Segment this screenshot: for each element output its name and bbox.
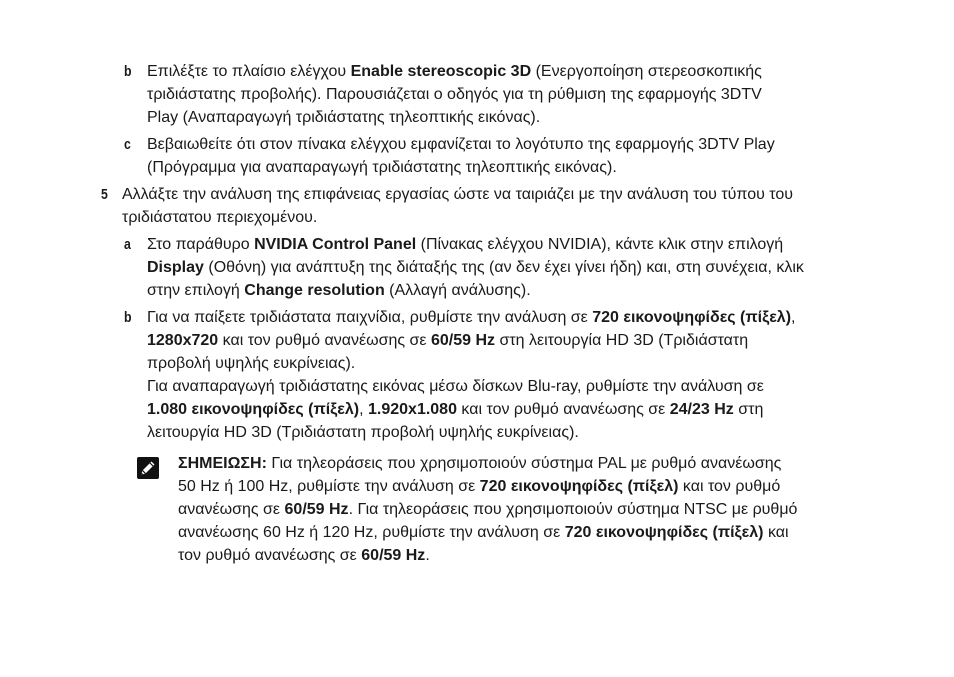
note-line: τον ρυθμό ανανέωσης σε 60/59 Hz.: [178, 547, 430, 564]
step-4b-line: Play (Αναπαραγωγή τριδιάστατης τηλεοπτικής εικόνας).: [147, 109, 541, 126]
note-line: 50 Hz ή 100 Hz, ρυθμίστε την ανάλυση σε 720 εικονοψηφίδες (πίξελ) και τον ρυθμό: [178, 478, 781, 495]
note-line: ανανέωσης σε 60/59 Hz. Για τηλεοράσεις που χρησιμοποιούν σύστημα NTSC με ρυθμό: [178, 501, 798, 518]
step-4c-marker: c: [124, 136, 131, 153]
step-5b-line: 1280x720 και τον ρυθμό ανανέωσης σε 60/59 Hz στη λειτουργία HD 3D (Τριδιάστατη: [147, 332, 749, 349]
step-5b-line: προβολή υψηλής ευκρίνειας).: [147, 355, 356, 372]
step-5-marker: 5: [101, 186, 108, 203]
step-5-line: τριδιάστατου περιεχομένου.: [122, 209, 318, 226]
step-5b-line: Για να παίξετε τριδιάστατα παιχνίδια, ρυθμίστε την ανάλυση σε 720 εικονοψηφίδες (πίξελ),: [147, 309, 796, 326]
step-5a-line: Στο παράθυρο NVIDIA Control Panel (Πίνακας ελέγχου NVIDIA), κάντε κλικ στην επιλογή: [147, 236, 784, 253]
step-5a-line: στην επιλογή Change resolution (Αλλαγή ανάλυσης).: [147, 282, 531, 299]
step-5b-marker: b: [124, 309, 132, 326]
step-4b-line: Επιλέξτε το πλαίσιο ελέγχου Enable stereoscopic 3D (Ενεργοποίηση στερεοσκοπικής: [147, 63, 762, 80]
step-5a-line: Display (Οθόνη) για ανάπτυξη της διάταξής της (αν δεν έχει γίνει ήδη) και, στη συνέχεια, κλικ: [147, 259, 804, 276]
pencil-note-icon: [137, 457, 159, 479]
step-4b-marker: b: [124, 63, 132, 80]
note-line: ΣΗΜΕΙΩΣΗ: Για τηλεοράσεις που χρησιμοποιούν σύστημα PAL με ρυθμό ανανέωσης: [178, 455, 782, 472]
step-5a-marker: a: [124, 236, 131, 253]
step-4b-line: τριδιάστατης προβολής). Παρουσιάζεται ο οδηγός για τη ρύθμιση της εφαρμογής 3DTV: [147, 86, 762, 103]
step-5b-line: Για αναπαραγωγή τριδιάστατης εικόνας μέσω δίσκων Blu-ray, ρυθμίστε την ανάλυση σε: [147, 378, 764, 395]
step-5b-line: λειτουργία HD 3D (Τριδιάστατη προβολή υψηλής ευκρίνειας).: [147, 424, 579, 441]
step-5-line: Αλλάξτε την ανάλυση της επιφάνειας εργασίας ώστε να ταιριάζει με την ανάλυση του τύπου του: [122, 186, 794, 203]
step-5b-line: 1.080 εικονοψηφίδες (πίξελ), 1.920x1.080 και τον ρυθμό ανανέωσης σε 24/23 Hz στη: [147, 401, 764, 418]
step-4c-line: (Πρόγραμμα για αναπαραγωγή τριδιάστατης τηλεοπτικής εικόνας).: [147, 159, 617, 176]
step-4c-line: Βεβαιωθείτε ότι στον πίνακα ελέγχου εμφανίζεται το λογότυπο της εφαρμογής 3DTV Play: [147, 136, 775, 153]
note-line: ανανέωσης 60 Hz ή 120 Hz, ρυθμίστε την ανάλυση σε 720 εικονοψηφίδες (πίξελ) και: [178, 524, 789, 541]
